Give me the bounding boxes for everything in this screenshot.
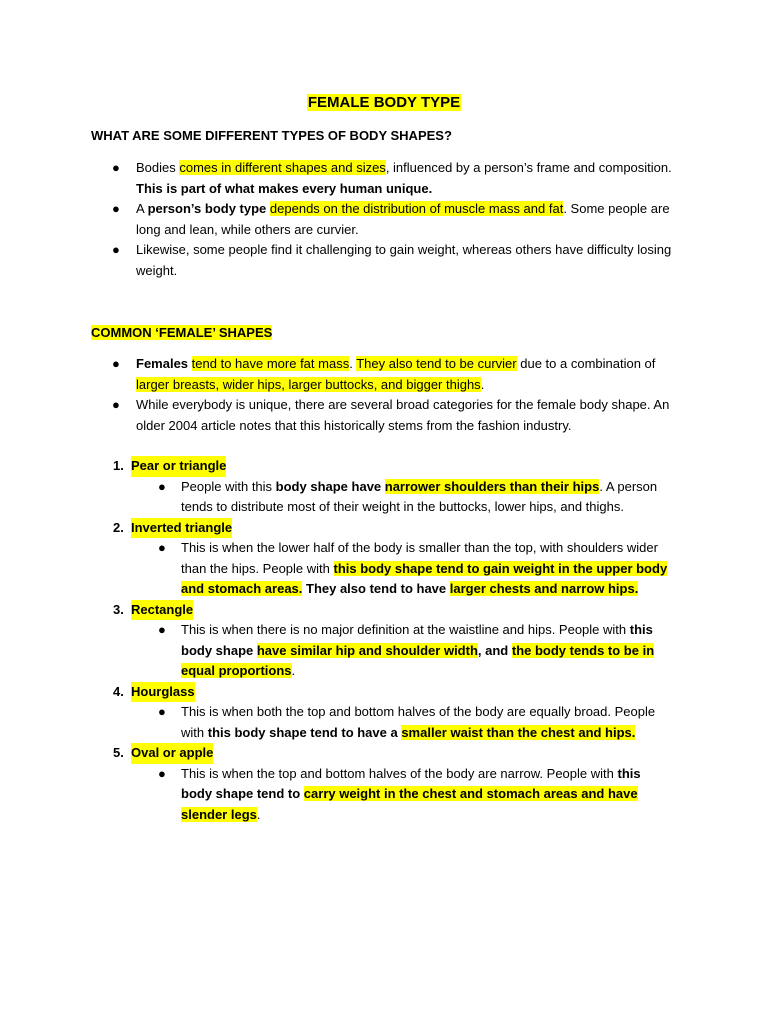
bullet-text: , influenced by a person’s frame and composition. [385, 160, 672, 175]
bullet-text: . [480, 376, 485, 392]
body-shapes-numbered-list [0, 456, 768, 825]
desc-text: . [291, 663, 296, 678]
bullet-text: . Some people are long and lean, while others are curvier. [136, 201, 670, 237]
shape-item-pear [0, 456, 768, 518]
list-item [0, 395, 676, 436]
bold-text: this body shape [181, 622, 653, 658]
highlighted-text: larger chests and narrow hips. [449, 581, 639, 596]
bold-text: body shape have [275, 478, 385, 494]
bold-text: person’s body type [147, 201, 267, 216]
highlighted-text: tend to have more fat mass [191, 356, 350, 371]
bullet-text: due to a combination of [516, 356, 656, 371]
highlighted-text: larger breasts, wider hips, larger buttocks, and bigger thighs [136, 376, 481, 392]
bold-text: Females [136, 356, 189, 371]
shape-number: 2. [113, 519, 124, 535]
shape-heading [0, 456, 768, 477]
highlighted-text: depends on the distribution of muscle mass and fat [269, 201, 564, 216]
shape-heading [0, 600, 768, 621]
female-shapes-bullet-list [0, 354, 768, 436]
shape-description [0, 620, 671, 682]
shape-name: Inverted triangle [131, 518, 232, 539]
bullet-text: A [136, 201, 148, 216]
shape-item-rectangle [0, 600, 768, 682]
shape-number: 3. [113, 601, 124, 617]
bold-text: This is part of what makes every human unique. [136, 180, 433, 196]
desc-text: . [256, 806, 261, 822]
highlighted-text: smaller waist than the chest and hips. [401, 724, 636, 740]
bold-text: this body shape tend to have a [207, 724, 402, 740]
document-title [0, 93, 768, 113]
bullet-dot-icon: ● [158, 704, 166, 719]
shape-number: 1. [113, 458, 124, 473]
bold-text: , and [477, 642, 512, 658]
list-item [0, 354, 676, 395]
shape-heading [0, 682, 768, 703]
highlighted-text: this body shape tend to gain weight in the upper body and stomach areas. [181, 560, 668, 596]
bullet-text: Bodies [136, 160, 180, 175]
bullet-dot-icon: ● [158, 540, 166, 555]
bullet-dot-icon: ● [112, 242, 120, 257]
desc-text: People with this [181, 478, 276, 494]
shape-description [0, 477, 671, 518]
shape-name: Hourglass [131, 682, 195, 703]
bullet-dot-icon: ● [112, 356, 120, 371]
section-heading-female-shapes [91, 324, 272, 342]
body-shapes-bullet-list [0, 158, 768, 281]
bullet-dot-icon: ● [112, 201, 120, 216]
desc-text: This is when the top and bottom halves of the body are narrow. People with [181, 765, 618, 781]
bullet-text: Likewise, some people find it challenging to gain weight, whereas others have difficulty losing weight. [136, 242, 672, 278]
highlighted-text: narrower shoulders than their hips [384, 478, 600, 494]
bold-text: They also tend to have [302, 581, 450, 596]
shape-item-inverted-triangle [0, 518, 768, 600]
shape-description [0, 702, 671, 743]
shape-description [0, 538, 671, 600]
bullet-dot-icon: ● [158, 478, 166, 494]
shape-name: Rectangle [131, 600, 193, 621]
list-item [0, 199, 676, 240]
bullet-text: While everybody is unique, there are several broad categories for the female body shape. An older 2004 article notes that this historically stems from the fashion industry. [136, 397, 670, 433]
shape-heading [0, 518, 768, 539]
highlighted-text: have similar hip and shoulder width [256, 642, 478, 658]
shape-number: 5. [113, 745, 124, 760]
shape-name: Pear or triangle [131, 456, 226, 477]
highlighted-text: They also tend to be curvier [356, 356, 517, 371]
title-text: FEMALE BODY TYPE [307, 94, 461, 111]
highlighted-text: comes in different shapes and sizes [179, 160, 386, 175]
bullet-dot-icon: ● [158, 622, 166, 637]
highlighted-text: the body tends to be in equal proportions [181, 642, 655, 678]
shape-number: 4. [113, 683, 124, 699]
desc-text: This is when there is no major definition at the waistline and hips. People with [181, 622, 630, 637]
bullet-dot-icon: ● [158, 765, 166, 781]
bullet-dot-icon: ● [112, 160, 120, 175]
desc-text: . A person tends to distribute most of their weight in the buttocks, lower hips, and thighs. [181, 478, 658, 514]
desc-text: This is when both the top and bottom halves of the body are equally broad. People with [181, 704, 656, 740]
desc-text: This is when the lower half of the body is smaller than the top, with shoulders wider than the hips. People with [181, 540, 658, 576]
highlighted-text: carry weight in the chest and stomach areas and have slender legs [181, 786, 638, 822]
shape-heading [0, 743, 768, 764]
shape-description [0, 764, 671, 826]
shape-item-oval [0, 743, 768, 825]
section-heading-text: COMMON ‘FEMALE’ SHAPES [91, 325, 273, 340]
section-heading-body-shapes: WHAT ARE SOME DIFFERENT TYPES OF BODY SHAPES? [91, 128, 452, 143]
shape-name: Oval or apple [131, 743, 213, 764]
list-item [0, 158, 676, 199]
bullet-dot-icon: ● [112, 397, 120, 412]
bold-text: this body shape tend to [181, 765, 641, 801]
shape-item-hourglass [0, 682, 768, 744]
list-item [0, 240, 676, 281]
bullet-text: . [349, 356, 357, 371]
